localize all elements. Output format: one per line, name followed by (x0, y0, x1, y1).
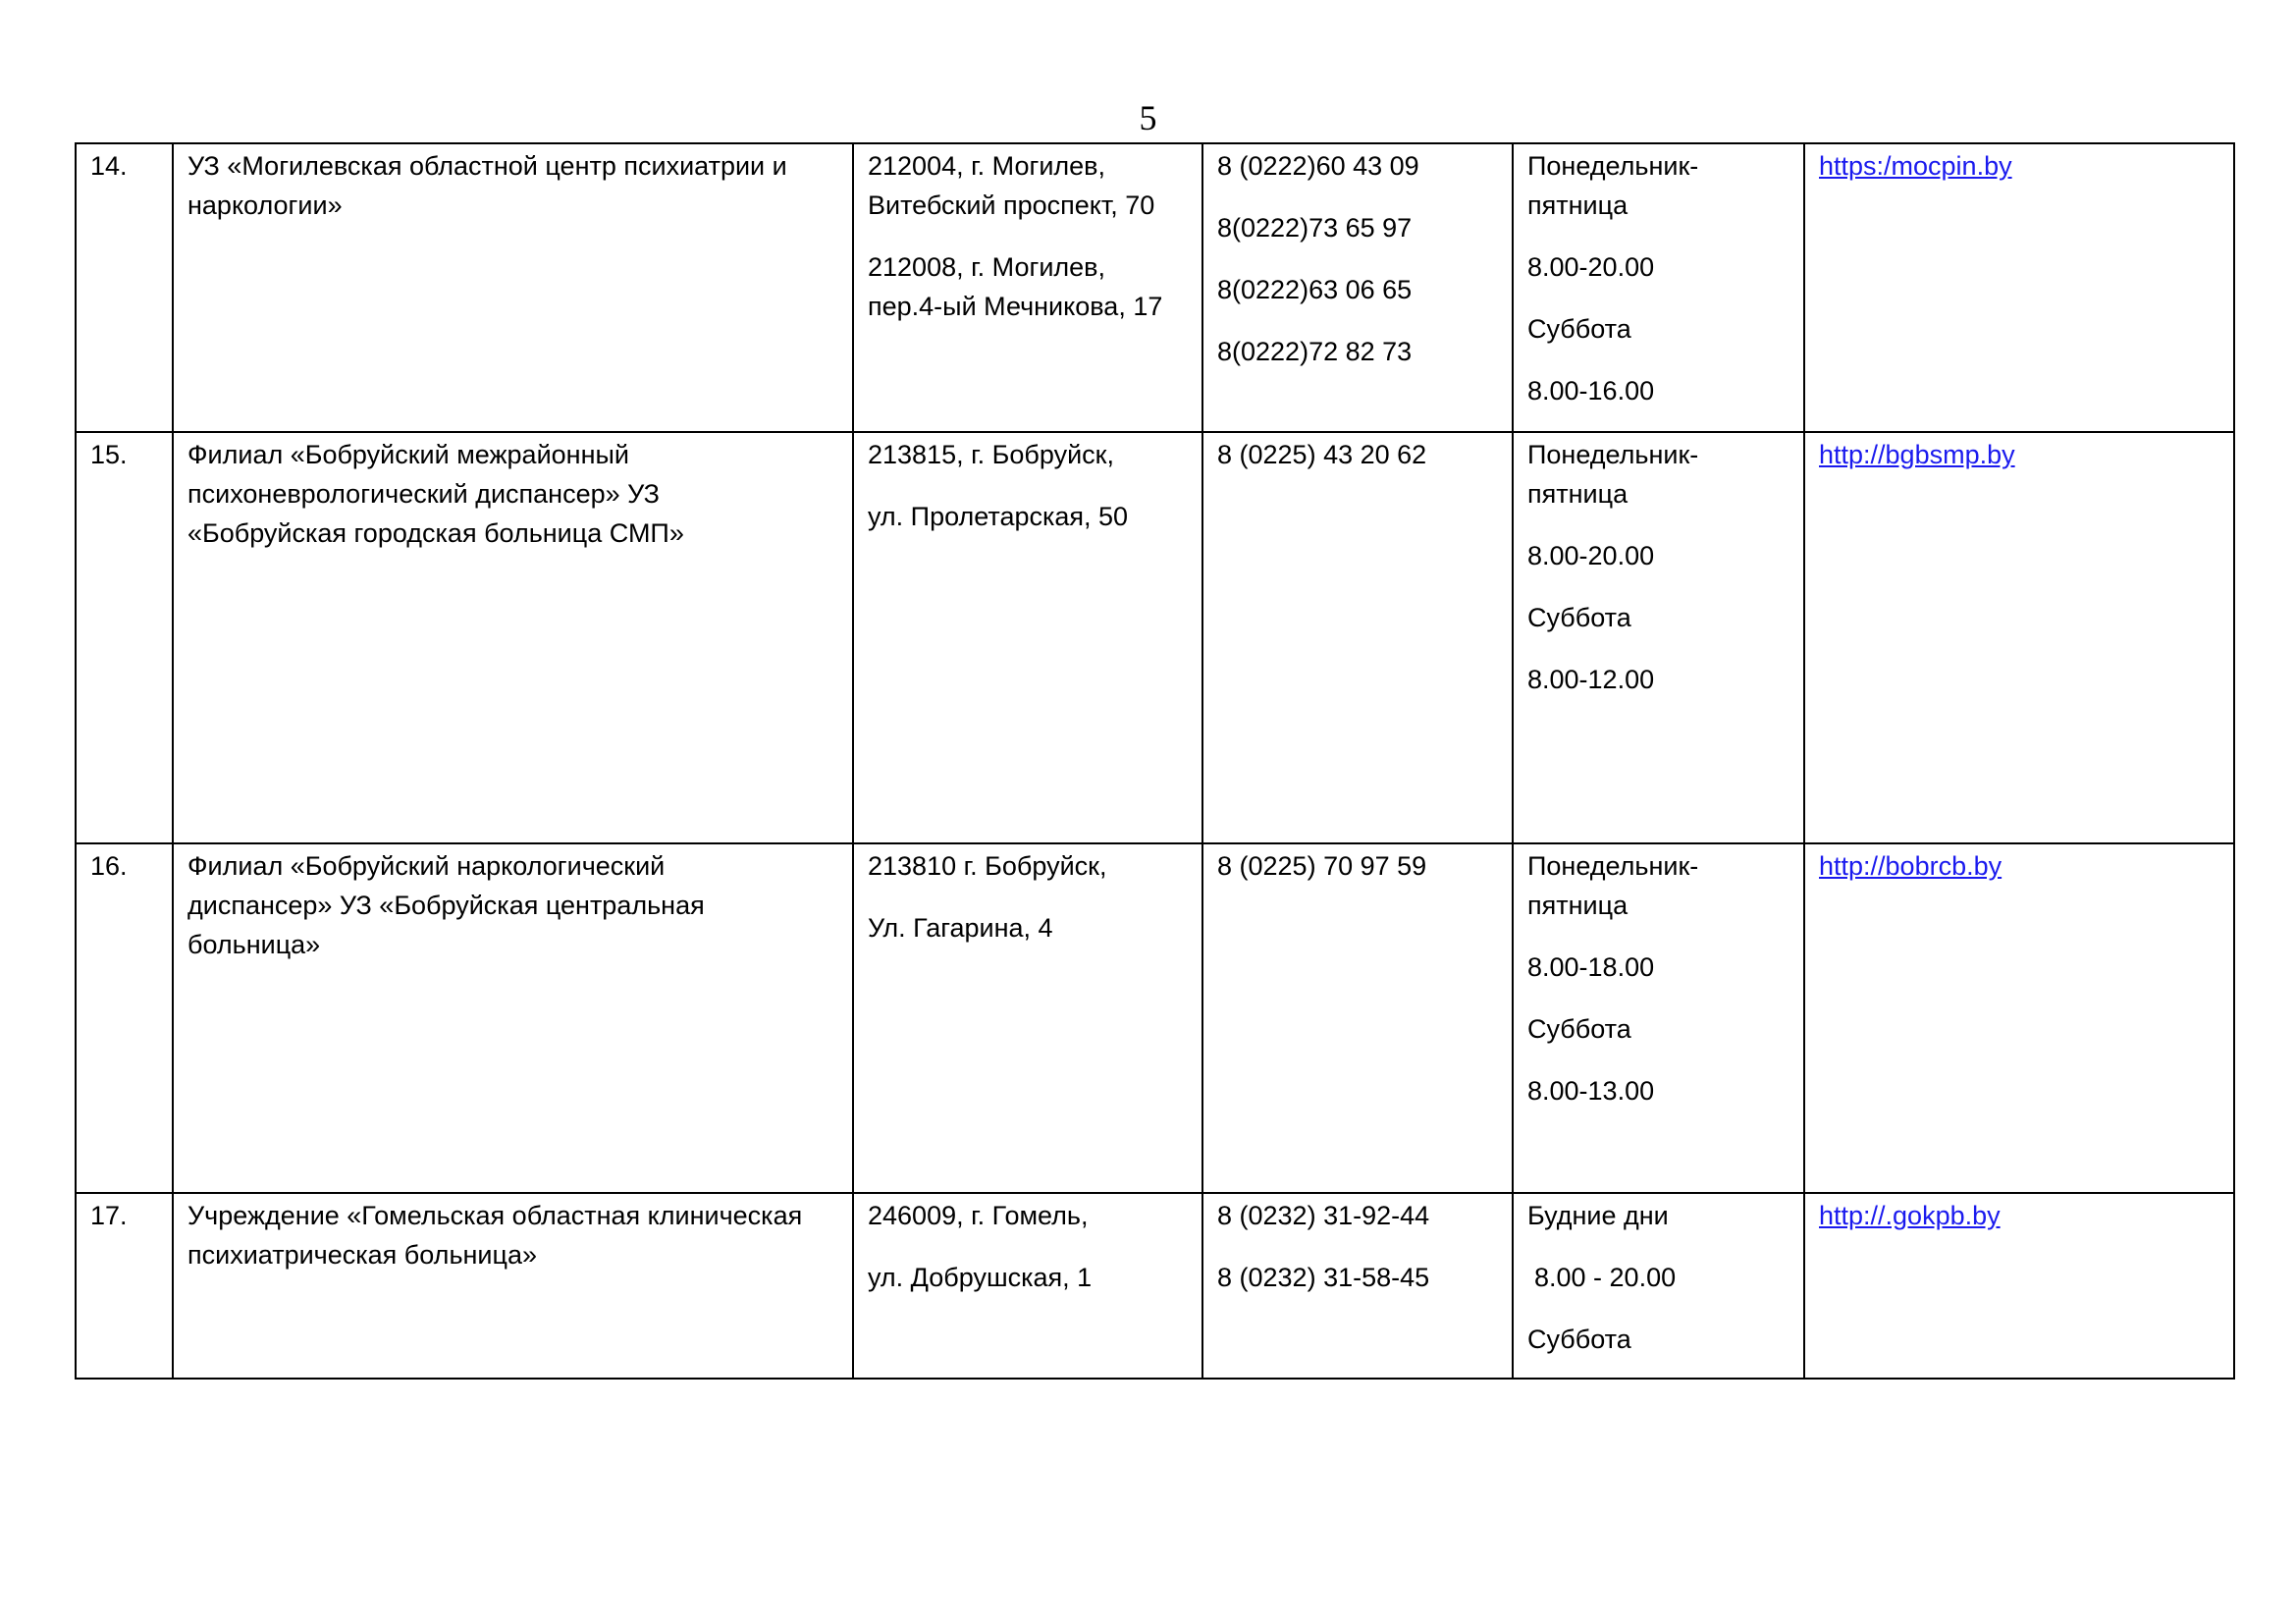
saturday-hours: 8.00-16.00 (1527, 376, 1655, 406)
institution-name-line: Филиал «Бобруйский межрайонный (187, 440, 629, 469)
phone-cell (1202, 1193, 1513, 1379)
table-row (76, 843, 2234, 1193)
website-cell (1804, 143, 2234, 432)
weekday-label: Понедельник- (1527, 440, 1699, 469)
institution-name-cell (173, 143, 853, 432)
weekday-label: пятница (1527, 479, 1629, 509)
row-number: 15. (90, 440, 128, 469)
address-line: 212008, г. Могилев, (868, 252, 1106, 282)
institution-name-line: больница» (187, 930, 321, 959)
hours-cell (1513, 432, 1804, 843)
website-cell (1804, 1193, 2234, 1379)
phone-number: 8(0222)63 06 65 (1217, 275, 1413, 304)
website-link[interactable]: https:/mocpin.by (1819, 151, 2012, 181)
row-number: 14. (90, 151, 128, 181)
phone-number: 8 (0232) 31-58-45 (1217, 1263, 1430, 1292)
weekday-hours: 8.00 - 20.00 (1534, 1263, 1677, 1292)
address-line: ул. Пролетарская, 50 (868, 502, 1129, 531)
website-cell (1804, 432, 2234, 843)
phone-cell (1202, 843, 1513, 1193)
address-line: 212004, г. Могилев, (868, 151, 1106, 181)
phone-number: 8 (0222)60 43 09 (1217, 151, 1419, 181)
institution-name-line: УЗ «Могилевская областной центр психиатрии и (187, 151, 787, 181)
website-link[interactable]: http://bgbsmp.by (1819, 440, 2015, 469)
institution-name-line: психиатрическая больница» (187, 1240, 537, 1270)
saturday-label: Суббота (1527, 314, 1631, 344)
page-number: 5 (1139, 98, 1157, 137)
phone-number: 8(0222)73 65 97 (1217, 213, 1413, 243)
phone-number: 8 (0232) 31-92-44 (1217, 1201, 1430, 1230)
institution-name-line: наркологии» (187, 190, 343, 220)
row-number-cell (76, 1193, 173, 1379)
table-row (76, 1193, 2234, 1379)
saturday-hours: 8.00-12.00 (1527, 665, 1655, 694)
table-row (76, 143, 2234, 432)
institution-name-line: «Бобруйская городская больница СМП» (187, 518, 684, 548)
address-line: ул. Добрушская, 1 (868, 1263, 1093, 1292)
phone-number: 8 (0225) 70 97 59 (1217, 851, 1427, 881)
weekday-hours: 8.00-18.00 (1527, 952, 1655, 982)
weekday-label: пятница (1527, 190, 1629, 220)
address-line: 246009, г. Гомель, (868, 1201, 1089, 1230)
row-number-cell (76, 143, 173, 432)
saturday-label: Суббота (1527, 1325, 1631, 1354)
weekday-label: Понедельник- (1527, 851, 1699, 881)
website-link[interactable]: http://bobrcb.by (1819, 851, 2002, 881)
row-number: 16. (90, 851, 128, 881)
hours-cell (1513, 1193, 1804, 1379)
table-row (76, 432, 2234, 843)
institution-name-line: психоневрологический диспансер» УЗ (187, 479, 660, 509)
row-number-cell (76, 432, 173, 843)
institution-name-cell (173, 843, 853, 1193)
institution-name-cell (173, 432, 853, 843)
phone-number: 8(0222)72 82 73 (1217, 337, 1413, 366)
saturday-label: Суббота (1527, 1014, 1631, 1044)
hours-cell (1513, 843, 1804, 1193)
address-line: 213810 г. Бобруйск, (868, 851, 1107, 881)
website-link[interactable]: http://.gokpb.by (1819, 1201, 2001, 1230)
address-line: пер.4-ый Мечникова, 17 (868, 292, 1163, 321)
weekday-hours: 8.00-20.00 (1527, 541, 1655, 570)
institution-name-line: Филиал «Бобруйский наркологический (187, 851, 666, 881)
institution-name-line: диспансер» УЗ «Бобруйская центральная (187, 891, 705, 920)
address-line: Витебский проспект, 70 (868, 190, 1155, 220)
row-number-cell (76, 843, 173, 1193)
address-cell (853, 143, 1202, 432)
row-number: 17. (90, 1201, 128, 1230)
hours-cell (1513, 143, 1804, 432)
saturday-label: Суббота (1527, 603, 1631, 632)
phone-cell (1202, 432, 1513, 843)
address-line: 213815, г. Бобруйск, (868, 440, 1114, 469)
saturday-hours: 8.00-13.00 (1527, 1076, 1655, 1106)
website-cell (1804, 843, 2234, 1193)
weekday-hours: 8.00-20.00 (1527, 252, 1655, 282)
weekday-label: пятница (1527, 891, 1629, 920)
address-cell (853, 843, 1202, 1193)
institution-name-line: Учреждение «Гомельская областная клиническая (187, 1201, 803, 1230)
address-cell (853, 432, 1202, 843)
phone-number: 8 (0225) 43 20 62 (1217, 440, 1427, 469)
weekday-label: Понедельник- (1527, 151, 1699, 181)
institutions-table (75, 142, 2235, 1380)
institution-name-cell (173, 1193, 853, 1379)
address-cell (853, 1193, 1202, 1379)
weekday-label: Будние дни (1527, 1201, 1669, 1230)
phone-cell (1202, 143, 1513, 432)
address-line: Ул. Гагарина, 4 (868, 913, 1053, 943)
